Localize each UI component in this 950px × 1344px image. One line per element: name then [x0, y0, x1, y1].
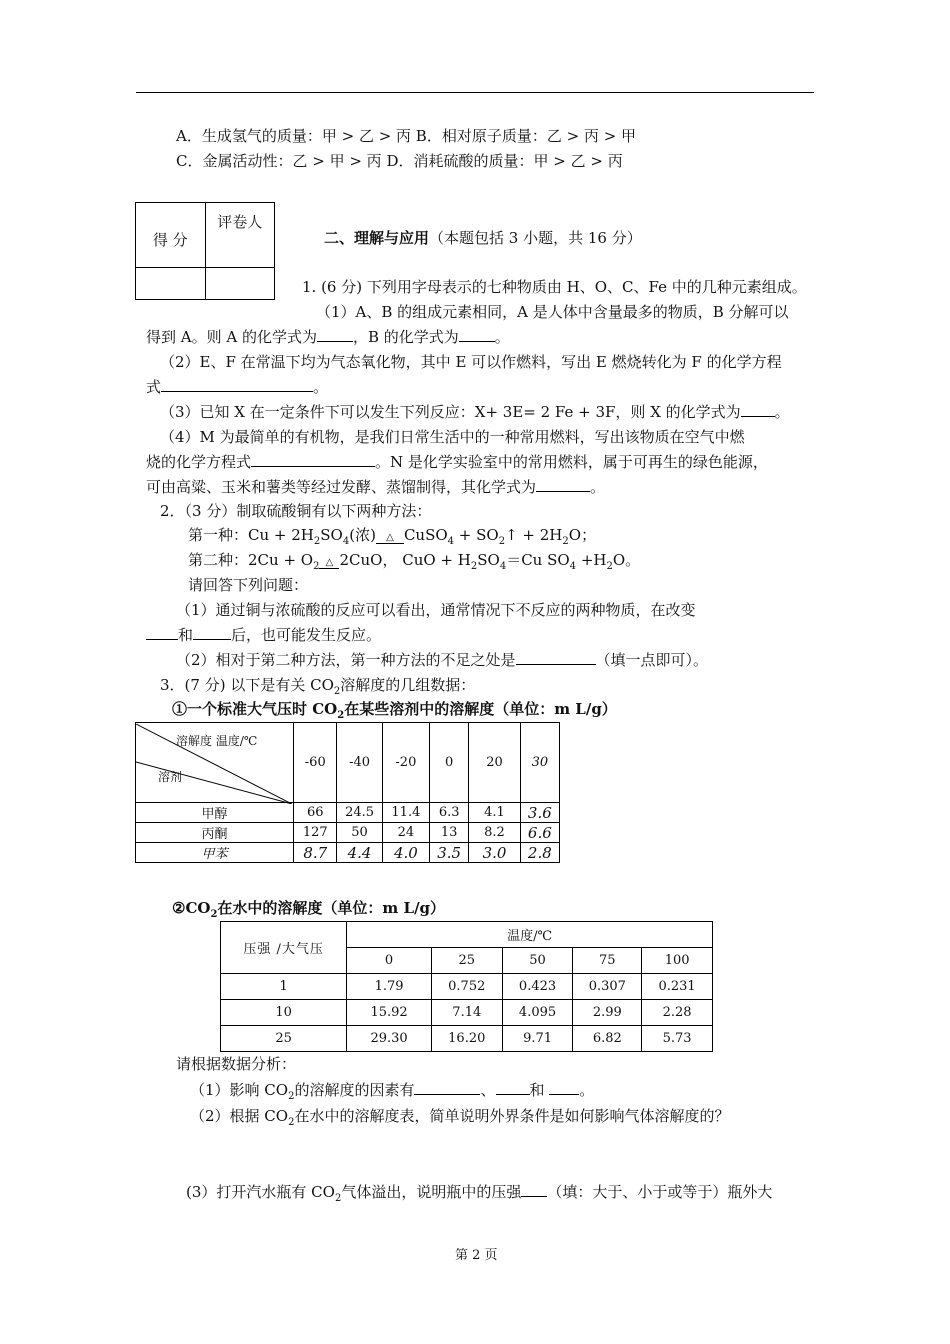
- score-label: 得 分: [136, 203, 206, 268]
- answer-blank-equation-ef[interactable]: [161, 377, 313, 392]
- q2-intro: 2．（3 分）制取硫酸铜有以下两种方法：: [160, 502, 432, 520]
- table-row: 甲醇 66 24.5 11.4 6.3 4.1 3.6: [136, 803, 560, 823]
- answer-blank-equation-m[interactable]: [251, 452, 375, 467]
- pressure-header: 压强 /大气压: [221, 922, 347, 974]
- q1-part4-line3: 可由高粱、玉米和薯类等经过发酵、蒸馏制得，其化学式为 。: [146, 478, 606, 496]
- answer-blank-a[interactable]: [317, 327, 353, 342]
- table-row: 丙酮 127 50 24 13 8.2 6.6: [136, 823, 560, 843]
- choice-line-cd: C．金属活动性：乙 > 甲 > 丙 D．消耗硫酸的质量：甲 > 乙 > 丙: [176, 152, 623, 170]
- temperature-header: 温度/℃: [347, 922, 713, 948]
- q2-sub1-line1: （1）通过铜与浓硫酸的反应可以看出，通常情况下不反应的两种物质，在改变: [176, 601, 696, 619]
- q2-ask: 请回答下列问题：: [188, 576, 309, 594]
- q1-intro: 1. (6 分) 下列用字母表示的七种物质由 H、O、C、Fe 中的几种元素组成。: [302, 278, 807, 296]
- section-heading: [324, 228, 642, 248]
- heat-symbol: △: [376, 533, 404, 544]
- temp-header: 30: [520, 723, 559, 803]
- water-solubility-table: 压强 /大气压 温度/℃ 0 25 50 75 100 1 1.79 0.752 0.423 0.307 0.231 10 15.92 7.14 4.095 2.99 2.28 25 29.30 16.20 9.71 6.82 5.73: [220, 921, 713, 1052]
- table1-title: ①一个标准大气压时 $CO_2$在某些溶剂中的溶解度（单位：m L/g）: [172, 700, 617, 721]
- temp-header: -20: [382, 723, 429, 803]
- section-subtitle: （本题包括 3 小题，共 16 分）: [429, 229, 642, 247]
- q3-part3: (3）打开汽水瓶有 $CO_2$气体溢出，说明瓶中的压强 （填：大于、小于或等于）瓶外大: [186, 1183, 773, 1204]
- diagonal-header-cell: [136, 723, 294, 803]
- q2-sub2: （2）相对于第二种方法，第一种方法的不足之处是 （填一点即可）。: [176, 651, 709, 669]
- q2-method2: 第二种：$2Cu + O_2$ △ 2CuO， CuO + $H_2SO_4=Cu$ $SO_4 +H_2O$。: [188, 551, 641, 572]
- answer-blank-factor-1[interactable]: [414, 1080, 480, 1095]
- table-row: 10 15.92 7.14 4.095 2.99 2.28: [221, 1000, 713, 1026]
- q2-method1: 第一种：$Cu + 2H_2SO_4$(浓) △ CuSO$_4$ + $SO_2↑ + 2H_2O$；: [188, 526, 597, 547]
- score-input-cell[interactable]: [136, 267, 206, 299]
- q1-part2-line2: 式 。: [146, 378, 329, 396]
- table2-title: $②CO_2$在水中的溶解度（单位：m L/g）: [172, 899, 446, 920]
- section-title: 二、理解与应用: [324, 229, 430, 247]
- temp-header: -40: [337, 723, 382, 803]
- score-box: [135, 202, 275, 300]
- diag-top-label: 溶解度 温度/℃: [176, 733, 258, 748]
- diag-bottom-label: 溶剂: [158, 769, 183, 784]
- q2-sub1-line2: 和 后，也可能发生反应。: [146, 625, 381, 645]
- grader-input-cell[interactable]: [205, 267, 275, 299]
- table-row: 甲苯 8.7 4.4 4.0 3.5 3.0 2.8: [136, 843, 560, 863]
- q3-analyze: 请根据数据分析：: [176, 1055, 297, 1073]
- answer-blank-x[interactable]: [741, 402, 775, 417]
- q1-part1-line2: 得到 A。则 A 的化学式为 ，B 的化学式为 。: [146, 328, 510, 346]
- table-row: 1 1.79 0.752 0.423 0.307 0.231: [221, 974, 713, 1000]
- q1-part2-line1: （2）E、F 在常温下均为气态氧化物，其中 E 可以作燃料，写出 E 燃烧转化为 F 的化学方程: [160, 353, 782, 371]
- choice-line-ab: A．生成氢气的质量：甲 > 乙 > 丙 B．相对原子质量：乙 > 丙 > 甲: [176, 127, 637, 145]
- answer-blank-factor-2[interactable]: [496, 1080, 530, 1095]
- answer-blank-n[interactable]: [536, 477, 590, 492]
- answer-blank-condition-1[interactable]: [146, 625, 178, 640]
- q1-part1-line1: （1）A、B 的组成元素相同，A 是人体中含量最多的物质，B 分解可以: [316, 303, 789, 321]
- q1-part4-line1: （4）M 为最简单的有机物，是我们日常生活中的一种常用燃料，写出该物质在空气中燃: [160, 428, 745, 446]
- answer-blank-factor-3[interactable]: [549, 1080, 579, 1095]
- temp-header: -60: [294, 723, 337, 803]
- q3-part2: （2）根据 $CO_2$在水中的溶解度表，简单说明外界条件是如何影响气体溶解度的？: [190, 1107, 730, 1128]
- table-row: 25 29.30 16.20 9.71 6.82 5.73: [221, 1026, 713, 1052]
- q1-part4-line2: 烧的化学方程式 。N 是化学实验室中的常用燃料，属于可再生的绿色能源，: [146, 453, 768, 471]
- temp-header: 0: [430, 723, 469, 803]
- answer-blank-condition-2[interactable]: [193, 625, 231, 640]
- solvent-solubility-table: [135, 722, 560, 863]
- header-rule: [136, 92, 814, 93]
- answer-blank-shortcoming[interactable]: [516, 650, 596, 665]
- temp-header: 20: [469, 723, 520, 803]
- q3-part1: （1）影响 $CO_2$的溶解度的因素有 、 和 。: [190, 1081, 595, 1102]
- grader-label: 评卷人: [205, 203, 275, 268]
- q1-part3: （3）已知 X 在一定条件下可以发生下列反应：X+ 3E= 2 Fe + 3F，则 X 的化学式为 。: [160, 403, 790, 421]
- q3-intro: 3．(7 分) 以下是有关 $CO_2$溶解度的几组数据：: [160, 676, 476, 697]
- answer-blank-pressure[interactable]: [521, 1182, 547, 1197]
- answer-blank-b[interactable]: [459, 327, 495, 342]
- page-number: 第 2 页: [455, 1248, 498, 1263]
- heat-symbol: △: [319, 558, 339, 569]
